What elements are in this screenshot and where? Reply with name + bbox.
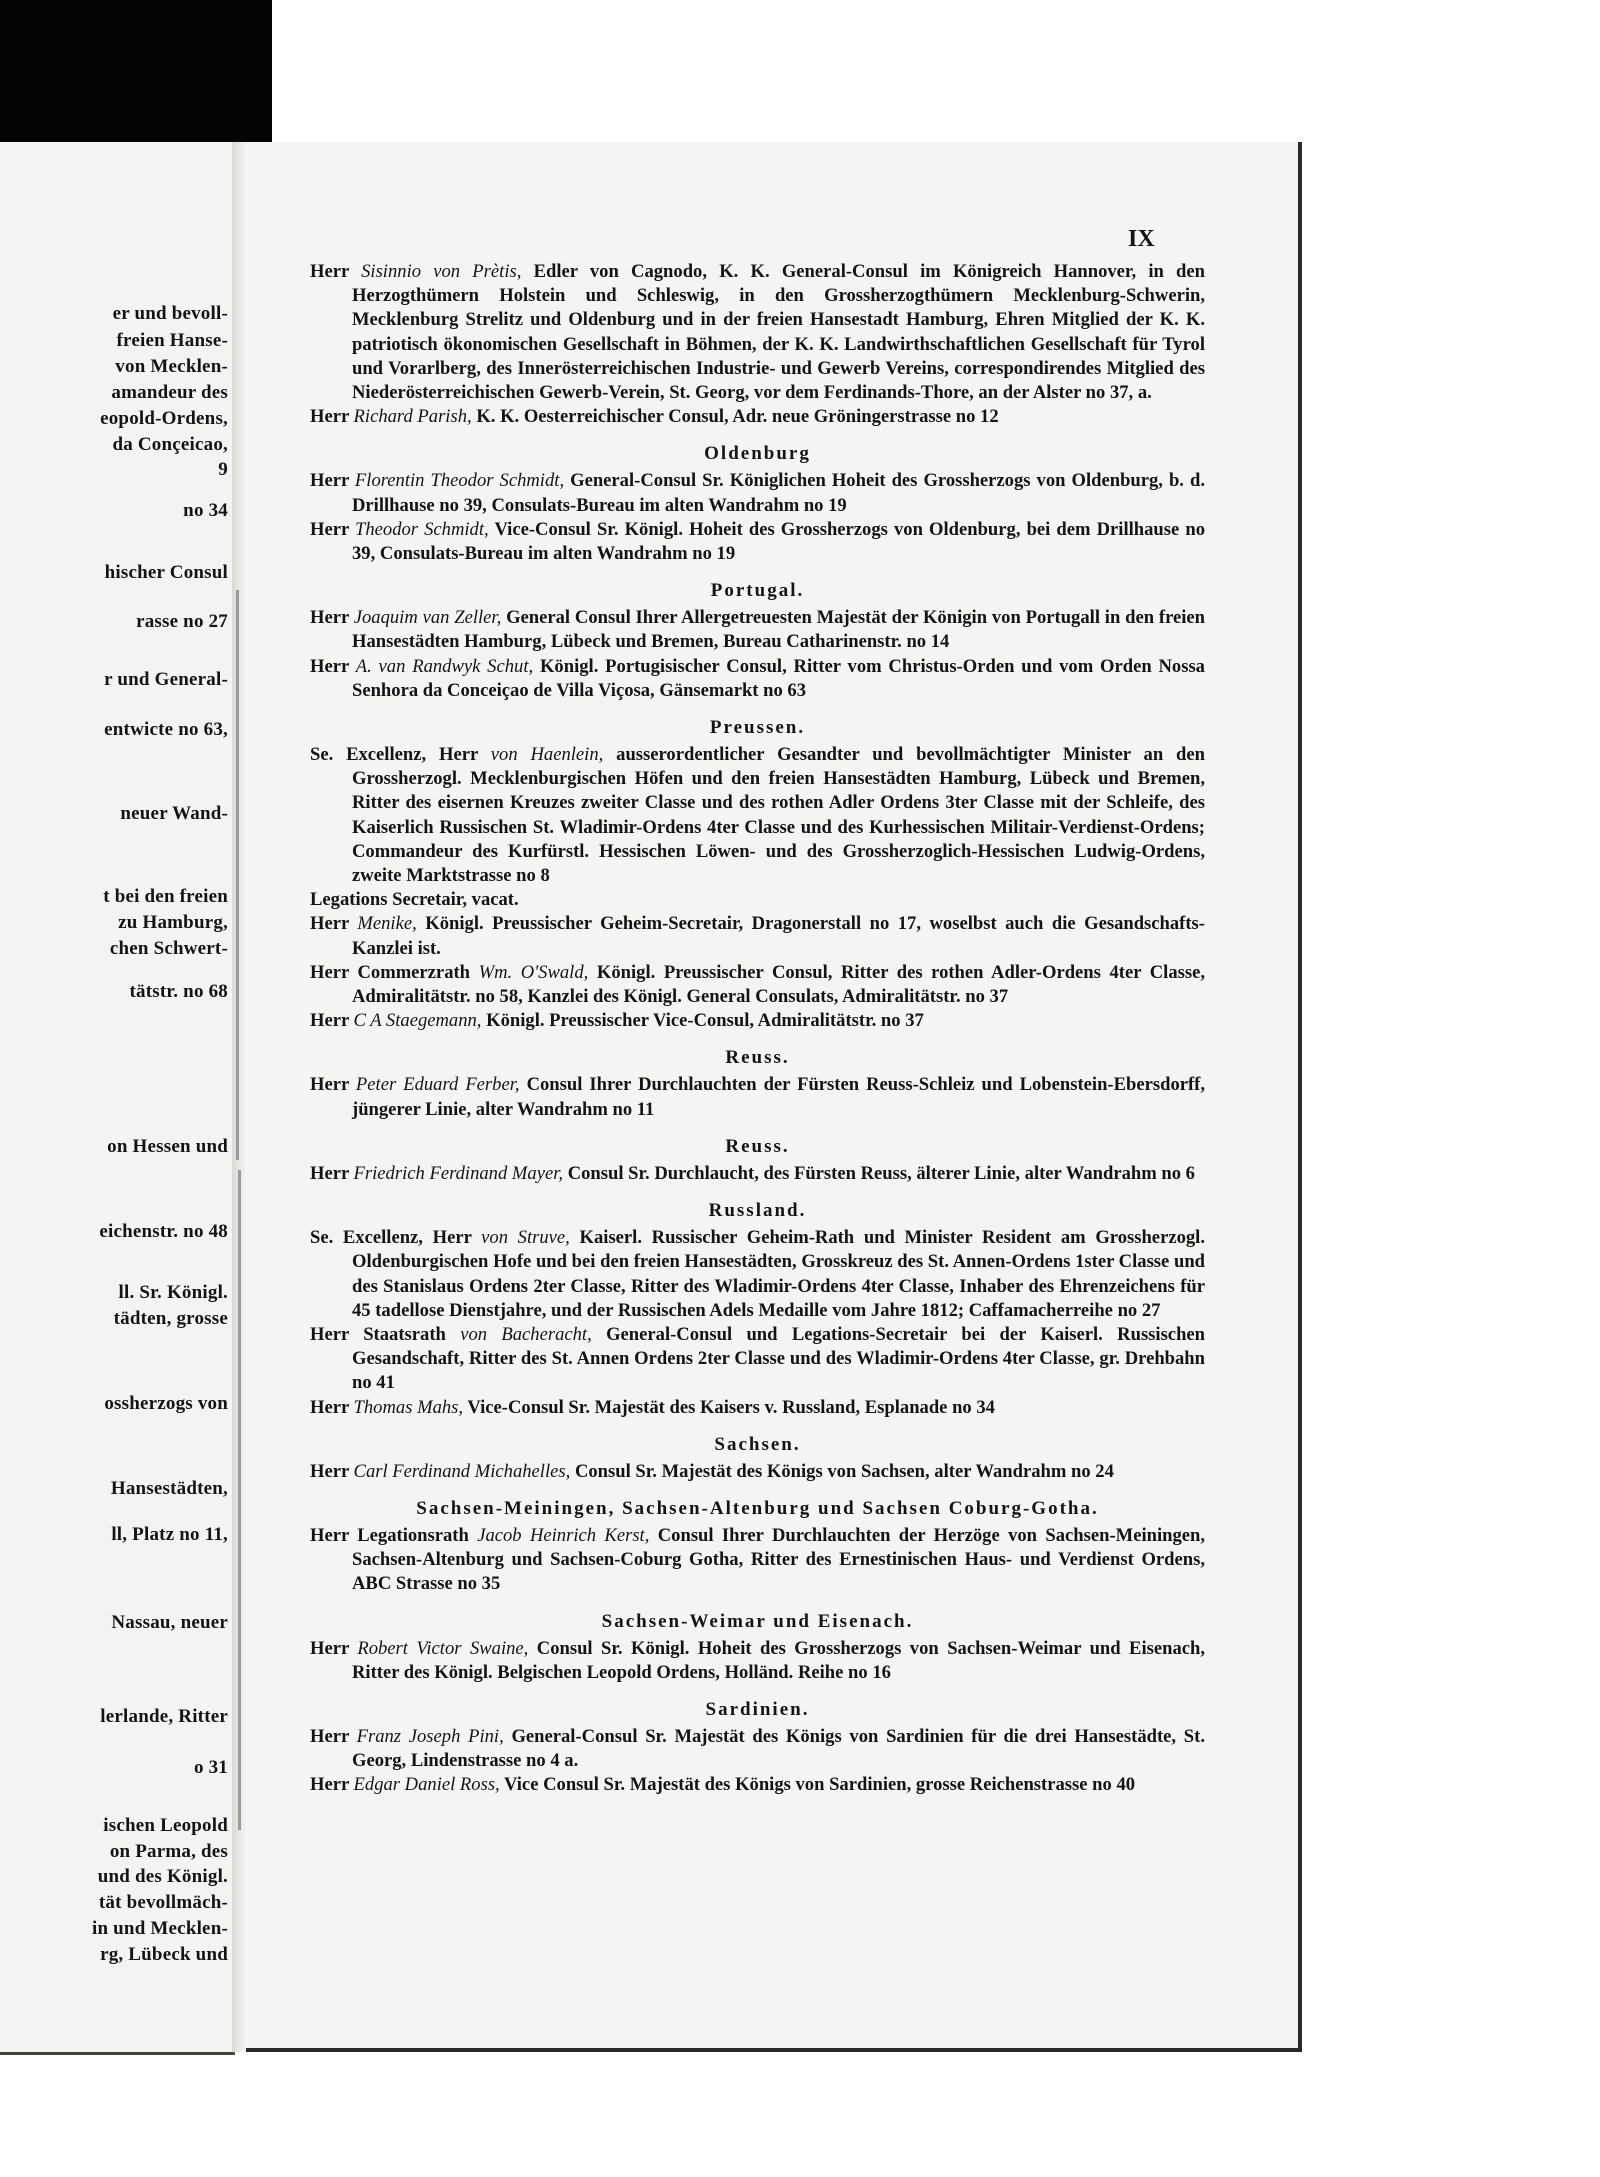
left-page-fragment: da Conçeicao, bbox=[112, 434, 228, 455]
left-page-fragment: eopold-Ordens, bbox=[100, 408, 228, 429]
consul-entry bbox=[310, 1323, 1205, 1396]
directory-section bbox=[310, 1699, 1205, 1798]
entry-description: General-Consul Sr. Königlichen Hoheit des Grossherzogs von Oldenburg, b. d. Drillhause no 39, Consulats-Bureau im alten Wandrahm no 19 bbox=[352, 470, 1205, 516]
section-heading: Oldenburg bbox=[704, 443, 811, 465]
entry-title: Herr bbox=[310, 1460, 349, 1482]
entry-description: Königl. Preussischer Consul, Ritter des rothen Adler-Ordens 4ter Classe, Admiralitätstr. no 58, Kanzlei des Königl. General Consulats, Admiralitätstr. no 37 bbox=[352, 961, 1205, 1008]
entry-title: Herr bbox=[310, 655, 349, 677]
section-heading: Portugal. bbox=[710, 580, 805, 602]
consul-entry bbox=[310, 1226, 1205, 1323]
left-page-fragment: ll. Sr. Königl. bbox=[118, 1282, 228, 1303]
entry-description: General-Consul Sr. Majestät des Königs von Sardinien für die drei Hansestädte, St. Georg, Lindenstrasse no 4 a. bbox=[352, 1725, 1205, 1772]
left-page-fragment: o 31 bbox=[193, 1757, 228, 1778]
entry-title: Herr bbox=[310, 1774, 349, 1796]
consul-entry bbox=[310, 518, 1205, 566]
consul-directory bbox=[310, 260, 1205, 1798]
entry-title: Herr bbox=[310, 406, 349, 428]
entry-person-name: Peter Eduard Ferber, bbox=[355, 1074, 520, 1096]
left-page-fragment: Nassau, neuer bbox=[111, 1612, 228, 1633]
entry-person-name: Jacob Heinrich Kerst, bbox=[477, 1524, 650, 1546]
consul-entry bbox=[310, 1162, 1205, 1186]
entry-description: K. K. Oesterreichischer Consul, Adr. neue Gröningerstrasse no 12 bbox=[476, 406, 999, 428]
entry-description: Vice-Consul Sr. Majestät des Kaisers v. Russland, Esplanade no 34 bbox=[467, 1396, 995, 1418]
entry-title: Herr bbox=[310, 261, 349, 282]
left-page-fragment: ischen Leopold bbox=[103, 1815, 228, 1836]
left-page-fragment: on Hessen und bbox=[107, 1136, 228, 1157]
entry-title: Herr bbox=[310, 518, 349, 540]
entry-description: General-Consul und Legations-Secretair bei der Kaiserl. Russischen Gesandschaft, Ritter des St. Annen Ordens 2ter Classe und des Wladimir-Ordens 4ter Classe, gr. Drehbahn no 41 bbox=[352, 1323, 1205, 1394]
consul-entry bbox=[310, 1460, 1205, 1484]
entry-person-name: Florentin Theodor Schmidt, bbox=[354, 470, 565, 492]
left-page-fragment: und des Königl. bbox=[97, 1866, 228, 1887]
entry-person-name: von Struve, bbox=[481, 1227, 570, 1249]
consul-entry bbox=[310, 1637, 1205, 1685]
left-page-fragment: no 34 bbox=[183, 500, 228, 521]
consul-entry bbox=[310, 961, 1205, 1009]
entry-title: Herr bbox=[310, 1074, 349, 1096]
consul-entry bbox=[310, 469, 1205, 517]
left-page-fragment: hischer Consul bbox=[104, 562, 228, 583]
section-heading: Russland. bbox=[708, 1200, 807, 1222]
scan-dark-corner bbox=[0, 0, 272, 142]
entry-person-name: Menike, bbox=[357, 913, 417, 935]
entry-person-name: Thomas Mahs, bbox=[353, 1396, 464, 1418]
left-page-fragment: rg, Lübeck und bbox=[100, 1944, 228, 1965]
directory-section bbox=[310, 443, 1205, 566]
left-page-fragment: tät bevollmäch- bbox=[98, 1892, 228, 1913]
left-page-fragment: tätstr. no 68 bbox=[129, 981, 228, 1002]
page-number: IX bbox=[1128, 226, 1155, 252]
entry-description: Consul Ihrer Durchlauchten der Herzöge von Sachsen-Meiningen, Sachsen-Altenburg und Sachsen-Coburg Gotha, Ritter des Ernestinischen Haus- und Verdienst Ordens, ABC Strasse no 35 bbox=[352, 1524, 1206, 1595]
entry-person-name: Edgar Daniel Ross, bbox=[353, 1774, 500, 1796]
left-page-fragment: ll, Platz no 11, bbox=[111, 1524, 228, 1545]
consul-entry bbox=[310, 1009, 1205, 1033]
entry-person-name: Wm. O'Swald, bbox=[478, 961, 589, 983]
entry-person-name: Theodor Schmidt, bbox=[355, 518, 489, 540]
entry-person-name: C A Staegemann, bbox=[353, 1010, 482, 1032]
entry-person-name: Robert Victor Swaine, bbox=[357, 1637, 529, 1659]
consul-entry bbox=[310, 888, 1205, 912]
entry-person-name: von Bacheracht, bbox=[460, 1323, 592, 1345]
directory-section bbox=[310, 1200, 1205, 1420]
section-heading: Sachsen. bbox=[714, 1433, 801, 1455]
consul-entry bbox=[310, 912, 1205, 960]
entry-person-name: A. van Randwyk Schut, bbox=[355, 655, 534, 677]
entry-title: Herr Staatsrath bbox=[310, 1323, 446, 1345]
directory-section bbox=[310, 1498, 1205, 1597]
left-page-fragment: zu Hamburg, bbox=[118, 912, 228, 933]
entry-description: Consul Sr. Königl. Hoheit des Grossherzogs von Sachsen-Weimar und Eisenach, Ritter des Königl. Belgischen Leopold Ordens, Holländ. Reihe no 16 bbox=[352, 1637, 1205, 1683]
left-page-fragment: t bei den freien bbox=[103, 886, 228, 907]
left-page-fragment: r und General- bbox=[104, 669, 228, 690]
entry-title: Herr bbox=[310, 1010, 349, 1032]
entry-description: Consul Sr. Durchlaucht, des Fürsten Reuss, älterer Linie, alter Wandrahm no 6 bbox=[567, 1162, 1195, 1184]
entry-title: Herr bbox=[310, 1725, 349, 1747]
entry-person-name: Friedrich Ferdinand Mayer, bbox=[353, 1162, 564, 1184]
entry-title: Herr bbox=[310, 607, 349, 629]
entry-title: Herr bbox=[310, 1396, 349, 1418]
directory-section bbox=[310, 260, 1205, 429]
entry-title: Se. Excellenz, Herr bbox=[310, 1227, 472, 1249]
directory-section bbox=[310, 717, 1205, 1033]
entry-description: Kaiserl. Russischer Geheim-Rath und Minister Resident am Grossherzogl. Oldenburgischen Hofe und bei den freien Hansestädten, Grosskreuz des St. Annen-Ordens 1ster Classe und des Stanislaus Ordens 2ter Classe, Ritter des Wladimir-Ordens 4ter Classe, Inhaber des Ehrenzeichens für 45 tadellose Dienstjahre, und der Russischen Adels Medaille vom Jahre 1812; Caffamacherreihe no 27 bbox=[352, 1227, 1205, 1321]
consul-entry bbox=[310, 655, 1205, 703]
entry-description: Vice Consul Sr. Majestät des Königs von Sardinien, grosse Reichenstrasse no 40 bbox=[504, 1774, 1136, 1796]
left-page-fragment: amandeur des bbox=[111, 382, 228, 403]
section-heading: Preussen. bbox=[709, 717, 806, 739]
entry-title: Herr Commerzrath bbox=[310, 961, 471, 983]
entry-title: Legations Secretair, vacat. bbox=[310, 889, 519, 911]
entry-title: Herr bbox=[310, 1162, 349, 1184]
binding-stitch bbox=[238, 1170, 241, 1830]
left-page-fragment: er und bevoll- bbox=[112, 303, 228, 324]
entry-person-name: Joaquim van Zeller, bbox=[353, 607, 502, 629]
entry-description: Vice-Consul Sr. Königl. Hoheit des Grossherzogs von Oldenburg, bei dem Drillhause no 39, Consulats-Bureau im alten Wandrahm no 19 bbox=[352, 518, 1205, 565]
entry-title: Herr bbox=[310, 470, 349, 492]
left-page-fragment: in und Mecklen- bbox=[91, 1918, 228, 1939]
left-page-fragment: 9 bbox=[218, 459, 228, 480]
left-page bbox=[0, 142, 235, 2055]
left-page-fragment: rasse no 27 bbox=[136, 611, 228, 632]
entry-description: General Consul Ihrer Allergetreuesten Majestät der Königin von Portugall in den freien Hansestädten Hamburg, Lübeck und Bremen, Bureau Catharinenstr. no 14 bbox=[352, 607, 1206, 653]
entry-person-name: Carl Ferdinand Michahelles, bbox=[353, 1460, 571, 1482]
left-page-fragment: neuer Wand- bbox=[120, 803, 228, 824]
entry-person-name: Sisinnio von Prètis, bbox=[361, 261, 522, 282]
section-heading: Reuss. bbox=[725, 1047, 790, 1069]
entry-title: Herr Legationsrath bbox=[310, 1524, 469, 1546]
left-page-fragment: von Mecklen- bbox=[115, 356, 228, 377]
entry-description: Königl. Preussischer Geheim-Secretair, Dragonerstall no 17, woselbst auch die Gesandschafts-Kanzlei ist. bbox=[352, 913, 1205, 959]
entry-title: Se. Excellenz, Herr bbox=[310, 744, 478, 766]
left-page-fragment: tädten, grosse bbox=[113, 1308, 228, 1329]
section-heading: Sachsen-Meiningen, Sachsen-Altenburg und Sachsen Coburg-Gotha. bbox=[416, 1497, 1099, 1519]
entry-description: Königl. Preussischer Vice-Consul, Admiralitätstr. no 37 bbox=[486, 1010, 924, 1032]
entry-description: Edler von Cagnodo, K. K. General-Consul im Königreich Hannover, in den Herzogthümern Holstein und Schleswig, in den Grossherzogthümern Mecklenburg-Schwerin, Mecklenburg Strelitz und Oldenburg und in der freien Hansestadt Hamburg, Ehren Mitglied der K. K. patriotisch ökonomischen Gesellschaft in Böhmen, der K. K. Landwirthschaftlichen Gesellschaft für Tyrol und Vorarlberg, des Innerösterreichischen Industrie- und Gewerb Vereins, correspondirendes Mitglied des Niederösterreichischen Gewerb-Verein, St. Georg, vor dem Ferdinands-Thore, an der Alster no 37, a. bbox=[352, 261, 1205, 404]
section-heading: Sardinien. bbox=[705, 1698, 810, 1720]
section-heading: Sachsen-Weimar und Eisenach. bbox=[601, 1610, 914, 1632]
consul-entry bbox=[310, 1396, 1205, 1420]
directory-section bbox=[310, 1136, 1205, 1186]
left-page-fragment: freien Hanse- bbox=[116, 330, 228, 351]
entry-description: Consul Sr. Majestät des Königs von Sachsen, alter Wandrahm no 24 bbox=[574, 1460, 1114, 1482]
left-page-fragment: entwicte no 63, bbox=[104, 719, 228, 740]
entry-description: Königl. Portugisischer Consul, Ritter vom Christus-Orden und vom Orden Nossa Senhora da Conceiçao de Villa Viçosa, Gänsemarkt no 63 bbox=[352, 655, 1205, 701]
consul-entry bbox=[310, 606, 1205, 654]
left-page-fragment: eichenstr. no 48 bbox=[99, 1221, 228, 1242]
left-page-fragment: chen Schwert- bbox=[109, 938, 228, 959]
consul-entry bbox=[310, 1773, 1205, 1797]
left-page-fragment: lerlande, Ritter bbox=[100, 1706, 228, 1727]
left-page-fragment: Hansestädten, bbox=[110, 1478, 228, 1499]
directory-section bbox=[310, 1434, 1205, 1484]
entry-person-name: Franz Joseph Pini, bbox=[356, 1725, 504, 1747]
directory-section bbox=[310, 1047, 1205, 1121]
consul-entry bbox=[310, 405, 1205, 429]
consul-entry bbox=[310, 743, 1205, 888]
entry-description: ausserordentlicher Gesandter und bevollmächtigter Minister an den Grossherzogl. Mecklenburgischen Höfen und den freien Hansestädten Hamburg, Lübeck und Bremen, Ritter des eisernen Kreuzes zweiter Classe und des rothen Adler Ordens 3ter Classe mit der Schleife, des Kaiserlich Russischen St. Wladimir-Ordens 4ter Classe und des Kurhessischen Militair-Verdienst-Ordens; Commandeur des Kurfürstl. Hessischen Löwen- und des Grossherzoglich-Hessischen Ludwig-Ordens, zweite Marktstrasse no 8 bbox=[352, 744, 1205, 887]
left-page-fragment: ossherzogs von bbox=[104, 1393, 228, 1414]
consul-entry bbox=[310, 260, 1205, 405]
directory-section bbox=[310, 580, 1205, 703]
left-page-fragment: on Parma, des bbox=[109, 1841, 228, 1862]
entry-description: Consul Ihrer Durchlauchten der Fürsten Reuss-Schleiz und Lobenstein-Ebersdorff, jüngerer Linie, alter Wandrahm no 11 bbox=[352, 1074, 1206, 1120]
entry-title: Herr bbox=[310, 1637, 349, 1659]
consul-entry bbox=[310, 1073, 1205, 1121]
entry-person-name: Richard Parish, bbox=[353, 406, 472, 428]
section-heading: Reuss. bbox=[725, 1135, 790, 1157]
consul-entry bbox=[310, 1725, 1205, 1773]
directory-section bbox=[310, 1611, 1205, 1685]
entry-person-name: von Haenlein, bbox=[490, 744, 604, 766]
entry-title: Herr bbox=[310, 913, 349, 935]
binding-stitch bbox=[236, 590, 239, 1160]
consul-entry bbox=[310, 1524, 1205, 1597]
